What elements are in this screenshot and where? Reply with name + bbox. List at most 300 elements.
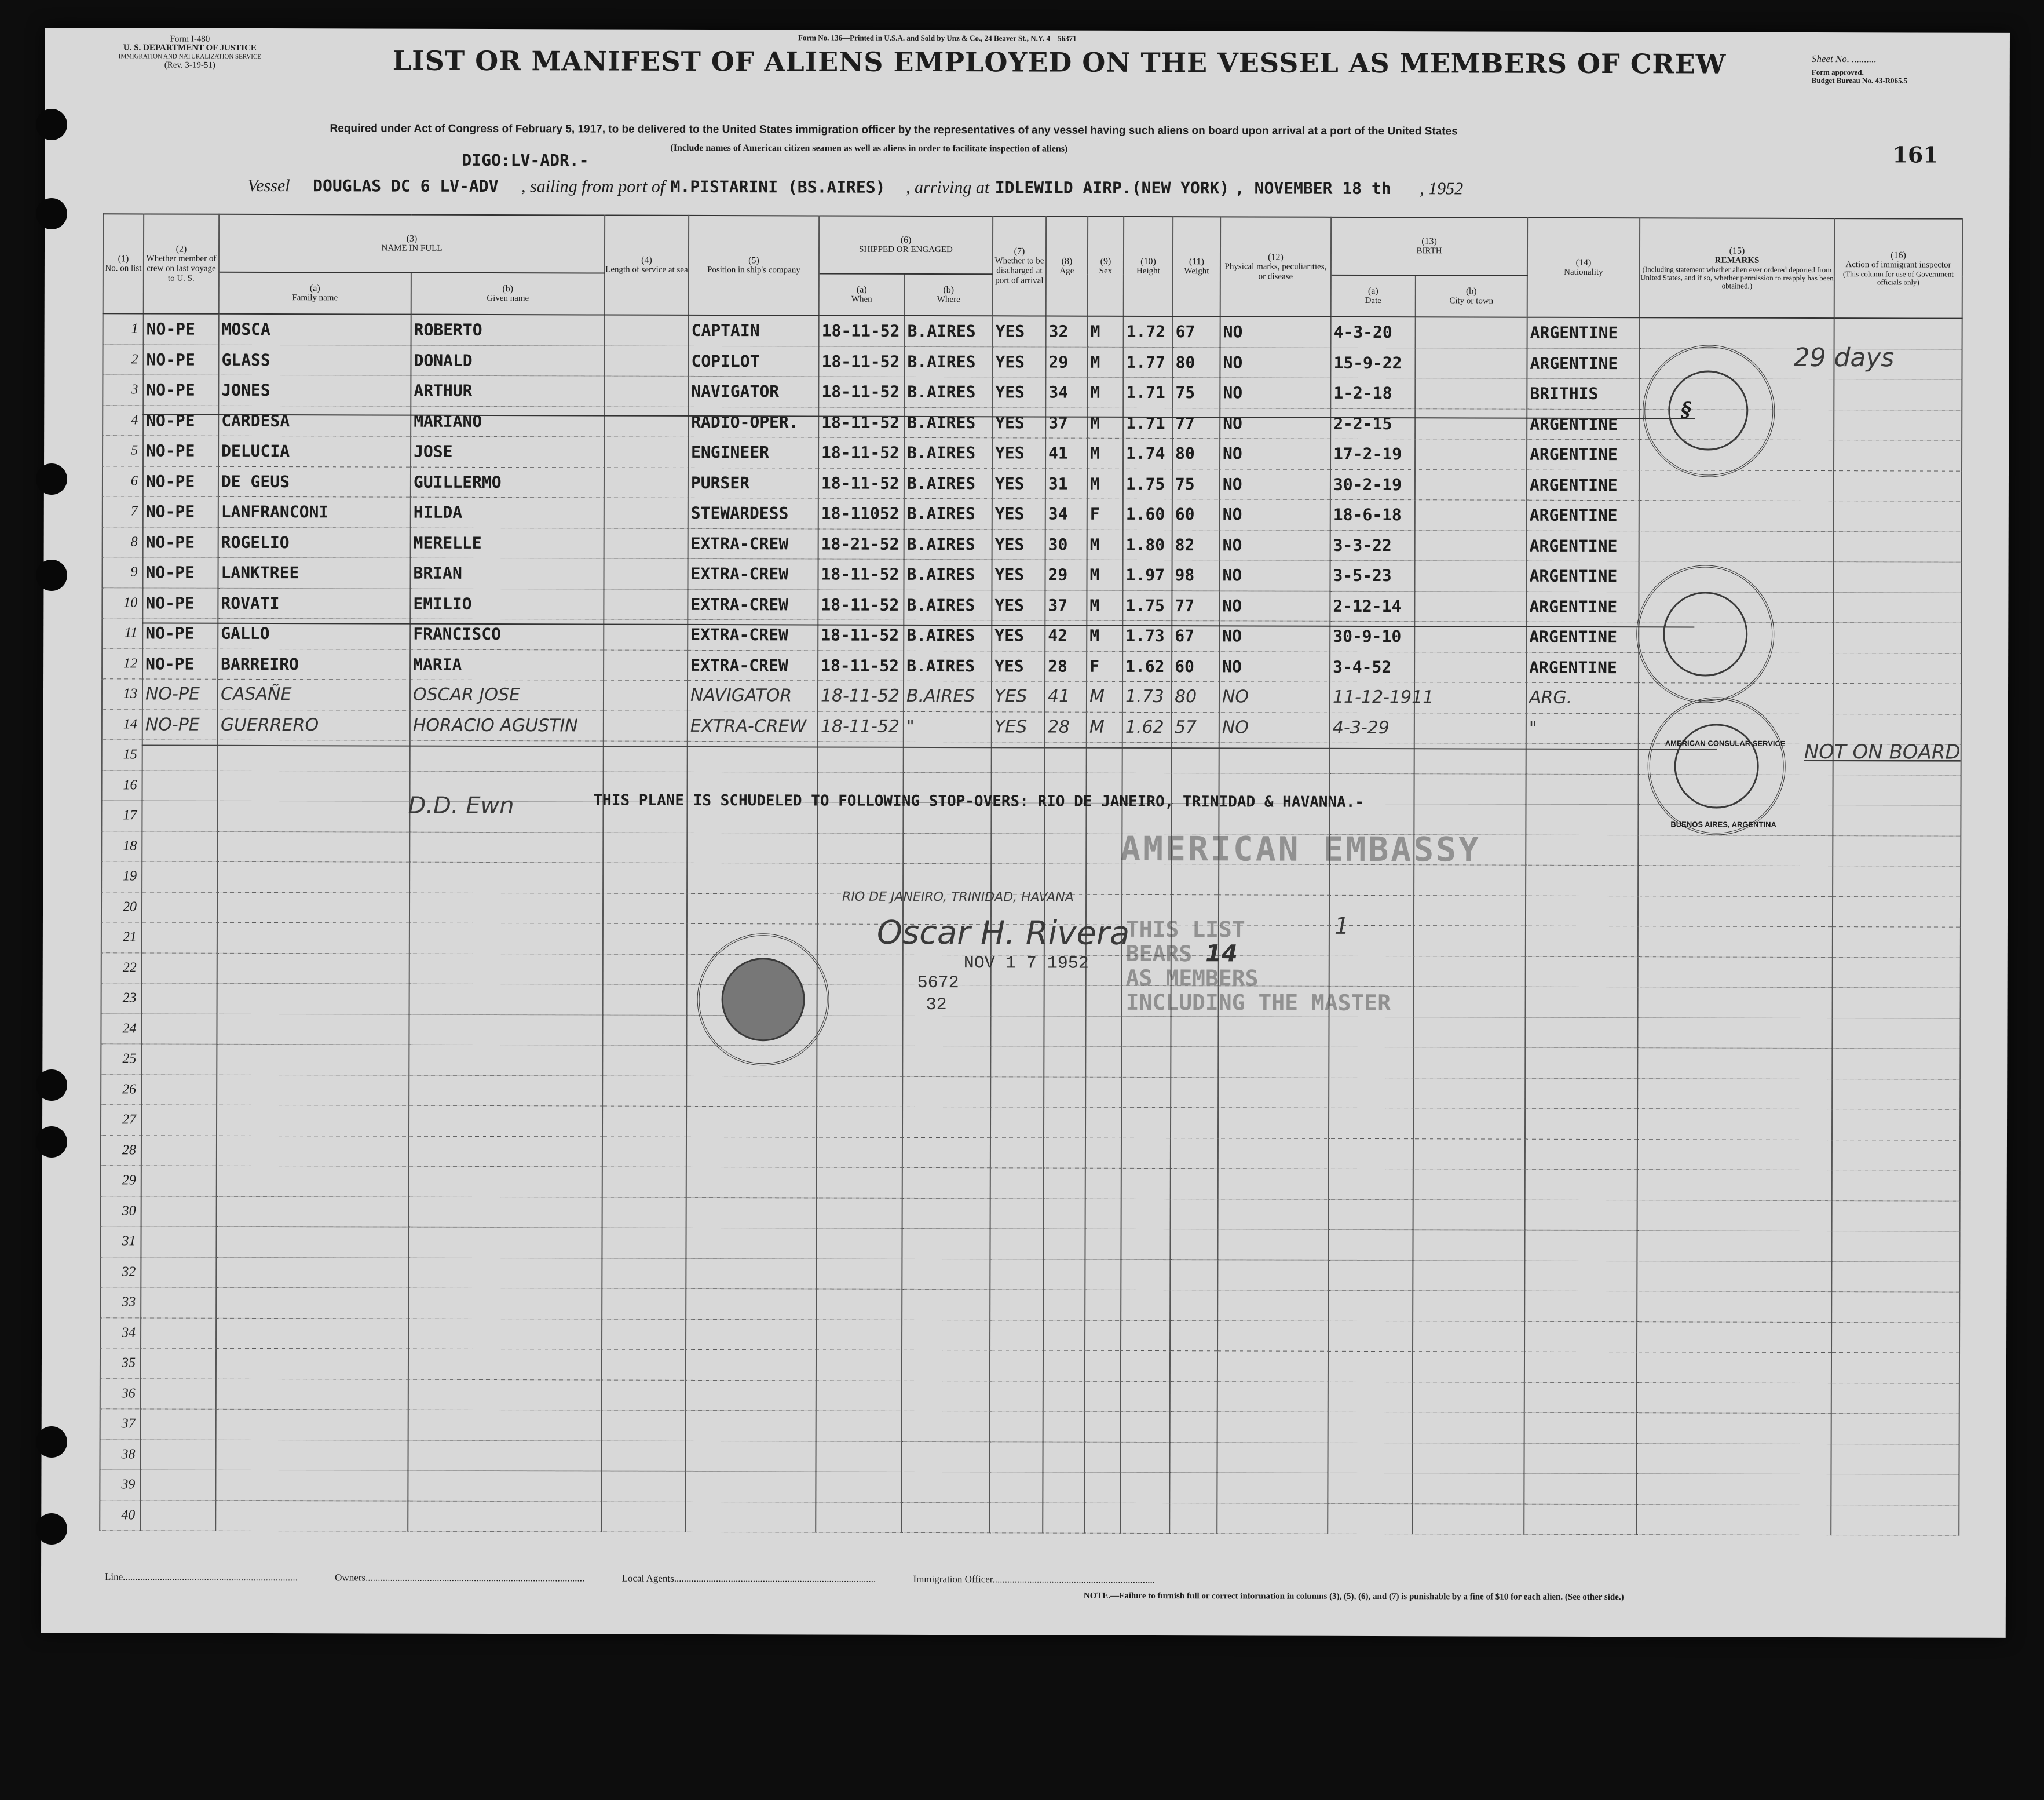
cell-sex (1084, 1472, 1120, 1503)
cell-sex (1086, 985, 1122, 1016)
cell-h: 1.72 (1124, 316, 1173, 347)
cell-city (1414, 865, 1526, 896)
cell-len (603, 893, 687, 924)
cell-city (1415, 469, 1527, 500)
cell-marks (1217, 1290, 1328, 1321)
cell-disc: YES (992, 711, 1045, 742)
cell-prev (142, 892, 217, 922)
cell-when (817, 1107, 902, 1137)
include-note: (Include names of American citizen seamen as well as aliens in order to facilitate inspection of aliens) (670, 143, 1068, 154)
cell-pos (685, 1441, 816, 1472)
cell-birth: 30-9-10 (1330, 621, 1414, 652)
cell-family (216, 1348, 408, 1379)
cell-len (602, 1380, 686, 1411)
cell-w: 67 (1173, 316, 1220, 347)
cell-rem (1637, 1048, 1832, 1079)
cell-age (1044, 1168, 1085, 1199)
cell-pos (685, 1502, 816, 1532)
cell-age (1043, 1290, 1085, 1320)
cell-w (1171, 1199, 1218, 1229)
col-height: (10) Height (1124, 217, 1173, 316)
col-given-name: (b) Given name (411, 273, 605, 315)
route-handwritten: RIO DE JANEIRO, TRINIDAD, HAVANA (842, 889, 1074, 905)
cell-sex (1086, 834, 1122, 864)
cell-where (901, 1472, 989, 1502)
arrival-year: , 1952 (1420, 179, 1464, 199)
cell-prev: NO-PE (143, 436, 218, 466)
cell-len (602, 1106, 686, 1137)
cell-when (817, 1197, 902, 1228)
cell-sex: F (1087, 499, 1123, 530)
cell-nat (1526, 926, 1638, 956)
table-row (100, 1257, 1959, 1292)
cell-marks: NO (1220, 316, 1331, 347)
cell-act (1832, 1049, 1960, 1079)
cell-prev (141, 1105, 217, 1136)
cell-act (1832, 1170, 1960, 1201)
cell-family: MOSCA (219, 314, 411, 345)
cell-h (1121, 1411, 1170, 1442)
cell-prev (141, 1226, 216, 1257)
cell-h (1121, 1229, 1170, 1259)
cell-city (1415, 530, 1527, 561)
cell-pos (687, 833, 817, 863)
cell-len (602, 1288, 686, 1319)
cell-when (816, 1350, 902, 1381)
cell-nat (1524, 1443, 1636, 1474)
cell-where (902, 1259, 990, 1290)
cell-w: 98 (1172, 560, 1219, 591)
cell-act (1831, 1383, 1959, 1414)
cell-h (1121, 1168, 1171, 1199)
table-row (101, 1135, 1960, 1170)
table-row (100, 1348, 1959, 1383)
cell-len (602, 1015, 686, 1046)
table-row (101, 1196, 1960, 1231)
cell-ln: 9 (102, 557, 142, 588)
cell-family (218, 771, 410, 801)
cell-family (217, 1166, 409, 1196)
cell-prev (141, 1166, 217, 1196)
cell-marks (1217, 1503, 1328, 1534)
cell-nat: BRITHIS (1527, 378, 1639, 409)
cell-h: 1.75 (1123, 469, 1172, 499)
embassy-stamp-body: THIS LIST BEARS 14 AS MEMBERS INCLUDING THE MASTER (1125, 916, 1391, 1016)
cell-act (1833, 653, 1961, 684)
cell-sex (1085, 1259, 1121, 1290)
fee-number: 5672 (917, 973, 959, 994)
cell-sex: M (1088, 316, 1124, 347)
cell-act (1831, 1474, 1959, 1505)
cell-sex (1085, 1350, 1121, 1381)
cell-disc: YES (992, 407, 1045, 438)
cell-age: 41 (1045, 681, 1087, 712)
cell-marks: NO (1219, 621, 1330, 652)
cell-nat: ARGENTINE (1527, 531, 1639, 561)
col-where: (b) Where (905, 274, 993, 316)
cell-birth (1328, 1351, 1413, 1382)
cell-city (1412, 1503, 1524, 1534)
cell-h: 1.97 (1122, 560, 1172, 590)
cell-w: 80 (1172, 439, 1220, 469)
cell-rem (1638, 896, 1833, 926)
cell-where (902, 1137, 990, 1168)
cell-prev: NO-PE (143, 496, 218, 527)
cell-h: 1.77 (1123, 347, 1172, 378)
cell-len (603, 863, 687, 893)
cell-sex (1085, 1138, 1121, 1169)
cell-disc (990, 1076, 1044, 1107)
cell-len (602, 1045, 686, 1076)
cell-act (1831, 1231, 1959, 1262)
cell-ln: 21 (101, 922, 142, 953)
cell-when (817, 985, 903, 1016)
cell-w: 67 (1172, 621, 1219, 652)
cell-ln: 11 (102, 618, 142, 649)
cell-when (816, 1380, 902, 1411)
cell-pos: NAVIGATOR (688, 376, 818, 407)
cell-disc (989, 1441, 1043, 1472)
cell-marks: NO (1220, 347, 1330, 378)
cell-marks: NO (1219, 682, 1330, 713)
cell-act (1833, 927, 1961, 958)
cell-pos: EXTRA-CREW (688, 711, 818, 742)
cell-city (1414, 987, 1526, 1017)
cell-age: 37 (1045, 590, 1087, 621)
col-position: (5) Position in ship's company (689, 216, 819, 316)
cell-family (216, 1226, 408, 1257)
cell-act (1832, 1109, 1960, 1140)
cell-h: 1.75 (1122, 590, 1172, 621)
cell-len (604, 558, 688, 589)
cell-when (817, 1015, 902, 1046)
cell-family: LANKTREE (218, 557, 410, 588)
cell-nat (1524, 1473, 1636, 1504)
cell-when (816, 1258, 902, 1289)
cell-birth: 4-3-29 (1330, 713, 1414, 743)
cell-len (604, 346, 688, 377)
table-row (101, 831, 1961, 866)
cell-age: 29 (1045, 560, 1087, 590)
cell-given: ROBERTO (411, 315, 605, 346)
cell-city (1413, 1199, 1525, 1230)
cell-act (1831, 1292, 1959, 1323)
fee-stamp-seal (697, 933, 829, 1066)
cell-birth (1329, 1169, 1413, 1199)
cell-ln: 22 (101, 952, 142, 983)
cell-act (1831, 1322, 1959, 1353)
cell-given (409, 954, 603, 984)
cell-given: MARIANO (411, 406, 604, 437)
cell-family: CARDESA (218, 406, 411, 436)
cell-ln: 38 (100, 1439, 140, 1470)
col-birth-city: (b) City or town (1416, 275, 1527, 317)
col-birth: (13) BIRTH (1331, 217, 1527, 276)
cell-rem (1637, 1382, 1831, 1413)
cell-pos: ENGINEER (688, 437, 818, 468)
cell-act (1833, 684, 1961, 714)
cell-city (1415, 439, 1527, 470)
cell-prev: NO-PE (142, 587, 218, 618)
cell-where (902, 1107, 990, 1137)
cell-where (902, 1350, 990, 1381)
cell-city (1415, 500, 1527, 531)
cell-birth (1329, 1199, 1413, 1230)
cell-disc (990, 1198, 1044, 1229)
cell-marks (1218, 1169, 1329, 1199)
cell-given (408, 1470, 601, 1501)
cell-sex: M (1087, 408, 1123, 439)
cell-disc: YES (992, 377, 1045, 408)
cell-h (1121, 1320, 1170, 1351)
cell-given (408, 1319, 602, 1349)
cell-rem (1638, 926, 1833, 957)
cell-age: 42 (1045, 620, 1087, 651)
cell-nat (1525, 1017, 1637, 1048)
cell-city (1414, 591, 1526, 622)
cell-birth: 3-5-23 (1330, 560, 1414, 591)
footer-line-label: Line (104, 1571, 123, 1583)
cell-family (217, 983, 409, 1014)
subtitle: Required under Act of Congress of February 5, 1917, to be delivered to the United States immigration officer by the representatives of any vessel having such aliens on board upon arrival at a port of the United States (330, 122, 1458, 138)
cell-prev (142, 801, 217, 831)
cell-when: 18-11-52 (818, 437, 904, 468)
binder-hole (36, 463, 67, 495)
cell-age (1044, 1046, 1085, 1077)
col-shipped-engaged: (6) SHIPPED OR ENGAGED (819, 216, 993, 274)
cell-when (816, 1289, 902, 1320)
cell-marks (1217, 1412, 1328, 1443)
cell-len (602, 1258, 686, 1289)
cell-ln: 26 (101, 1074, 141, 1105)
cell-act (1834, 440, 1962, 471)
cell-pos: COPILOT (688, 346, 818, 377)
cell-w (1171, 1169, 1218, 1199)
vessel-name: DOUGLAS DC 6 LV-ADV (313, 176, 499, 196)
cell-disc (989, 1502, 1043, 1533)
cell-pos (686, 1197, 817, 1228)
cell-prev (140, 1470, 215, 1500)
cell-act (1831, 1444, 1959, 1474)
cell-birth (1329, 1017, 1413, 1047)
cell-act (1832, 1018, 1960, 1049)
cell-when: 18-11-52 (819, 315, 905, 346)
cell-disc: YES (992, 560, 1045, 590)
cell-prev (141, 1257, 216, 1287)
cell-w: 57 (1172, 712, 1219, 743)
cell-rem (1637, 1109, 1832, 1140)
cell-prev (141, 1287, 216, 1318)
cell-family (215, 1500, 408, 1531)
cell-ln: 24 (101, 1013, 141, 1044)
cell-when: 18-11-52 (818, 681, 904, 711)
cell-family: GUERRERO (218, 710, 410, 740)
cell-where: B.AIRES (904, 407, 992, 438)
cell-sex (1084, 1442, 1120, 1473)
cell-city (1415, 408, 1527, 439)
cell-family (217, 861, 409, 892)
cell-ln: 32 (100, 1257, 141, 1287)
cell-family (217, 1196, 409, 1227)
cell-ln: 20 (101, 892, 142, 922)
cell-nat: ARGENTINE (1527, 348, 1639, 379)
cell-h: 1.71 (1123, 377, 1172, 408)
cell-given (409, 923, 603, 954)
footer-note: NOTE.—Failure to furnish full or correct information in columns (3), (5), (6), and (7) is punishable by a fine of $10 for each alien. (See other side.) (1083, 1591, 1624, 1602)
cell-len (602, 1137, 686, 1167)
cell-city (1412, 1443, 1524, 1473)
table-row (103, 313, 1962, 349)
cell-sex: F (1087, 651, 1122, 682)
cell-city (1414, 956, 1526, 987)
cell-w: 60 (1172, 499, 1220, 530)
cell-when: 18-11-52 (818, 559, 904, 590)
cell-city (1413, 1321, 1524, 1352)
cell-given (408, 1288, 602, 1319)
cell-when: 18-11052 (818, 498, 904, 529)
binder-hole (36, 1126, 67, 1158)
cell-prev: NO-PE (143, 375, 218, 406)
table-row (100, 1378, 1959, 1414)
cell-len (603, 833, 687, 863)
cell-rem (1639, 531, 1834, 561)
cell-family: DELUCIA (218, 436, 411, 466)
cell-sex: M (1087, 681, 1122, 712)
cell-where: B.AIRES (904, 346, 992, 377)
cell-family (217, 1105, 409, 1136)
cell-nat (1524, 1261, 1637, 1291)
cell-sex (1086, 864, 1122, 894)
cell-when: 18-11-52 (818, 589, 904, 620)
cell-given: MARIA (410, 649, 604, 680)
cell-ln: 18 (101, 831, 142, 861)
cell-w (1170, 1259, 1217, 1290)
cell-h: 1.73 (1122, 681, 1172, 712)
cell-prev: NO-PE (142, 648, 218, 679)
col-length-of-service: (4) Length of service at sea (605, 216, 689, 315)
cell-w (1170, 1412, 1217, 1443)
table-row (103, 527, 1962, 562)
cell-age (1044, 1077, 1085, 1108)
cell-sex (1085, 1320, 1121, 1351)
cell-when: 18-11-52 (818, 377, 904, 407)
cell-nat (1524, 1382, 1637, 1413)
cell-w (1170, 1351, 1217, 1382)
embassy-number: 1 (1334, 912, 1350, 940)
cell-rem (1637, 1413, 1831, 1444)
cell-prev (141, 1378, 216, 1409)
cell-sex (1085, 1229, 1121, 1259)
cell-family (217, 922, 409, 953)
cell-ln: 19 (101, 861, 142, 892)
page-number: 161 (1892, 141, 1939, 168)
cell-given (409, 1197, 602, 1228)
cell-family: JONES (218, 375, 411, 406)
cell-rem (1637, 1352, 1831, 1383)
cell-disc: YES (992, 651, 1045, 681)
cell-w: 77 (1172, 590, 1219, 621)
cell-birth: 1-2-18 (1330, 378, 1415, 408)
cell-ln: 23 (101, 983, 142, 1014)
cell-city (1414, 895, 1526, 926)
cell-disc (991, 833, 1044, 864)
cell-w (1170, 1381, 1217, 1412)
cell-ln: 6 (103, 466, 143, 496)
cell-rem (1637, 1078, 1832, 1109)
cell-pos (686, 1106, 817, 1137)
cell-disc (991, 985, 1044, 1016)
manifest-sheet (41, 28, 2010, 1638)
cell-h: 1.60 (1123, 499, 1172, 530)
cell-h (1121, 1381, 1170, 1412)
cell-city (1413, 1352, 1524, 1382)
cell-marks: NO (1220, 439, 1330, 469)
cell-prev (142, 952, 217, 983)
cell-act (1833, 835, 1961, 866)
cell-rem (1638, 835, 1833, 866)
col-name-in-full: (3) NAME IN FULL (219, 214, 605, 273)
cell-nat: ARGENTINE (1526, 561, 1639, 592)
col-physical-marks: (12) Physical marks, peculiarities, or disease (1220, 217, 1331, 316)
cell-given: DONALD (411, 345, 604, 376)
cell-birth (1329, 1108, 1413, 1138)
cell-w (1171, 1077, 1218, 1108)
cell-age (1043, 1381, 1085, 1412)
cell-pos (685, 1471, 816, 1502)
cell-disc (990, 1320, 1043, 1350)
cell-birth (1328, 1229, 1413, 1260)
cell-marks: NO (1220, 530, 1330, 560)
cell-age (1044, 1138, 1085, 1169)
cell-where: B.AIRES (905, 316, 993, 346)
table-row (100, 1226, 1959, 1262)
cell-ln: 28 (101, 1135, 141, 1166)
cell-len (603, 954, 687, 985)
cell-family: CASAÑE (218, 679, 410, 710)
cell-disc: YES (992, 346, 1045, 377)
cell-prev: NO-PE (142, 679, 218, 710)
cell-where (902, 1289, 990, 1320)
cell-when (816, 1228, 902, 1259)
cell-act (1831, 1353, 1959, 1383)
cell-ln: 40 (100, 1500, 140, 1531)
service-name: IMMIGRATION AND NATURALIZATION SERVICE (118, 53, 262, 60)
cell-w (1169, 1473, 1217, 1503)
cell-sex (1085, 1046, 1121, 1077)
cell-disc (990, 1411, 1043, 1442)
sheet-number-label: Sheet No. .......... (1811, 53, 1877, 65)
cell-given (408, 1410, 602, 1440)
cell-marks (1218, 1138, 1329, 1169)
cell-prev (141, 1409, 216, 1440)
cell-age (1043, 1320, 1085, 1351)
cell-family (217, 831, 409, 862)
cell-where (901, 1441, 989, 1472)
cell-ln: 39 (100, 1470, 140, 1500)
cell-rem (1637, 1170, 1832, 1200)
footer-agents-label: Local Agents (621, 1572, 674, 1584)
stopovers-note: THIS PLANE IS SCHUDELED TO FOLLOWING STOP-OVERS: RIO DE JANEIRO, TRINIDAD & HAVANNA.- (593, 791, 1365, 811)
cell-age: 32 (1046, 316, 1088, 347)
cell-birth: 30-2-19 (1330, 469, 1415, 500)
cell-disc (990, 1016, 1044, 1046)
cell-birth: 2-2-15 (1330, 408, 1415, 439)
cell-given (409, 984, 603, 1014)
cell-pos (686, 1137, 817, 1167)
cell-birth (1328, 1290, 1413, 1321)
cell-marks (1218, 1077, 1329, 1108)
cell-ln: 8 (103, 527, 143, 557)
